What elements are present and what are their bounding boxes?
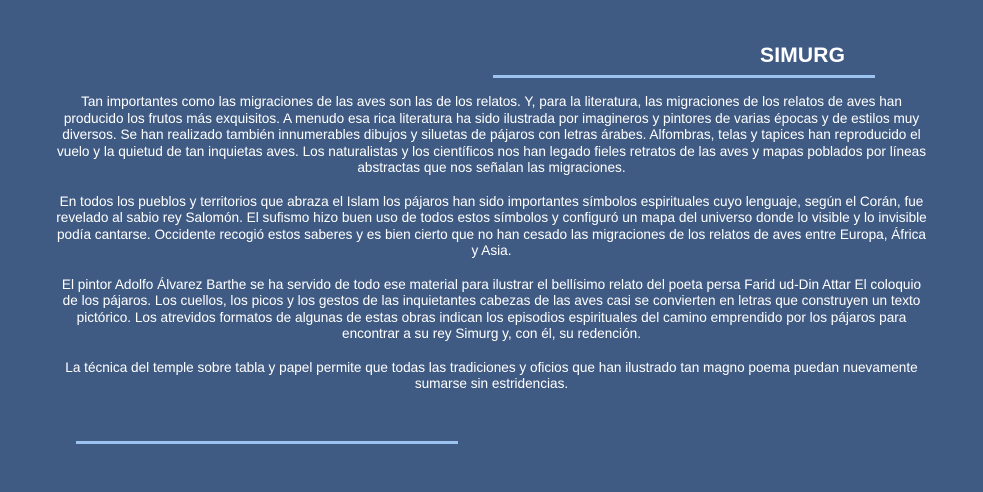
paragraph-3: El pintor Adolfo Álvarez Barthe se ha servido de todo ese material para ilustrar el bellísimo relato del poeta persa Farid ud-Din Attar El coloquio de los pájaros. Los cuellos, los picos y los gestos de las inquietantes cabezas de las aves casi se convierten en letras que construyen un texto pictórico. Los atrevidos formatos de algunas de estas obras indican los episodios espirituales del camino emprendido por los pájaros para encontrar a su rey Simurg y, con él, su redención. <box>61 276 922 342</box>
paragraph-1: Tan importantes como las migraciones de las aves son las de los relatos. Y, para la literatura, las migraciones de los relatos de aves han producido los frutos más exquisitos. A menudo esa rica literatura ha sido ilustrada por imagineros y pintores de varias épocas y de estilos muy diversos. Se han realizado también innumerables dibujos y siluetas de pájaros con letras árabes. Alfombras, telas y tapices han reproducido el vuelo y la quietud de tan inquietas aves. Los naturalistas y los científicos nos han legado fieles retratos de las aves y mapas poblados por líneas abstractas que nos señalan las migraciones. <box>56 94 926 176</box>
page-title: SIMURG <box>760 44 846 67</box>
paragraph-4: La técnica del temple sobre tabla y papel permite que todas las tradiciones y oficios que han ilustrado tan magno poema puedan nuevamente sumarse sin estridencias. <box>65 359 918 392</box>
bottom-divider <box>76 441 458 444</box>
paragraph-2: En todos los pueblos y territorios que abraza el Islam los pájaros han sido importantes símbolos espirituales cuyo lenguaje, según el Corán, fue revelado al sabio rey Salomón. El sufismo hizo buen uso de todos estos símbolos y configuró un mapa del universo donde lo visible y lo invisible podía cantarse. Occidente recogió estos saberes y es bien cierto que no han cesado las migraciones de los relatos de aves entre Europa, África y Asia. <box>56 193 927 259</box>
body-text <box>55 94 928 393</box>
top-divider <box>493 75 875 78</box>
